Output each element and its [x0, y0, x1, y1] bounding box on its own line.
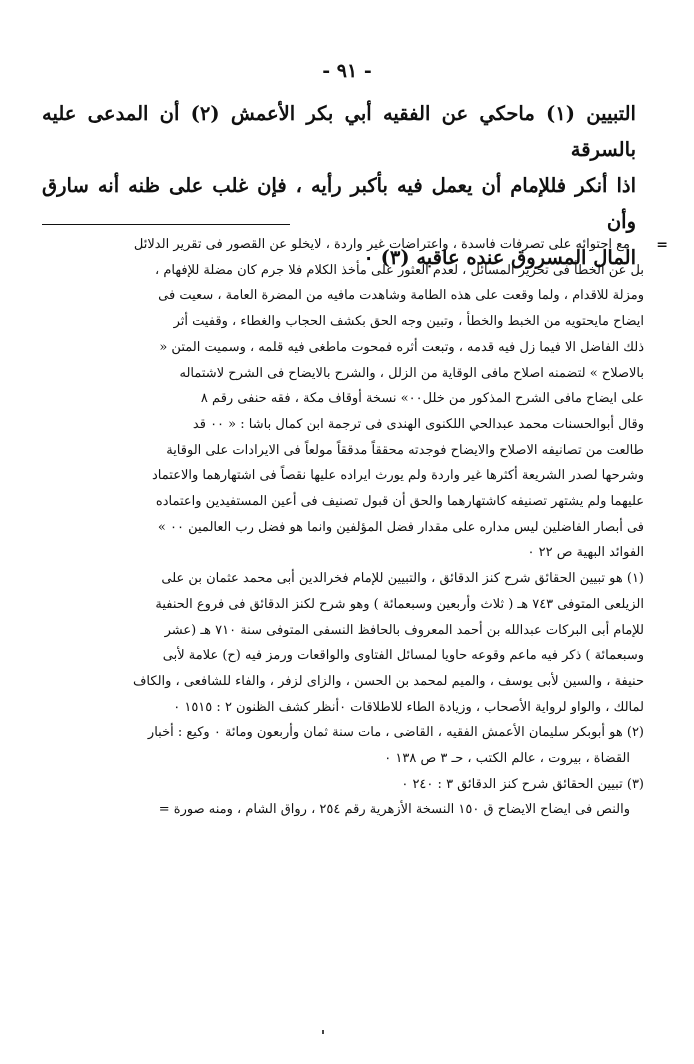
main-line: اذا أنكر فللإمام أن يعمل فيه بأكبر رأيه ، فإن غلب على ظنه أنه سارق وأن	[42, 174, 636, 233]
footnote-line: الفوائد البهية ص ٢٢ ٠	[527, 545, 644, 561]
footnote-line: ومزلة للاقدام ، ولما وقعت على هذه الطامة وشاهدت مافيه من المضرة العامة ، سعيت فى	[158, 288, 644, 304]
main-line: المال المسروق عنده عاقبه (٣) ٠	[363, 246, 636, 269]
main-line: التبيين (١) ماحكي عن الفقيه أبي بكر الأعمش (٢) أن المدعى عليه بالسرقة	[42, 102, 636, 161]
footnote-line: لمالك ، والواو لرواية الأصحاب ، وزيادة الطاء للاطلاقات ٠أنظر كشف الظنون ٢ : ١٥١٥ ٠	[173, 699, 644, 715]
footnote-line: بالاصلاح » لتضمنه اصلاح مافى الوقاية من الزلل ، والشرح بالايضاح فى الشرح لاشتماله	[179, 365, 644, 381]
footnote-line: حنيفة ، والسين لأبى يوسف ، والميم لمحمد بن الحسن ، والزاى لزفر ، والفاء للشافعى ، والكاف	[132, 673, 644, 689]
page-number: - ٩١ -	[322, 60, 372, 82]
footnote-line: للإمام أبى البركات عبدالله بن أحمد المعروف بالحافظ النسفى المتوفى سنة ٧١٠ هـ (عشر	[164, 622, 644, 638]
footnote-continuation	[26, 232, 644, 412]
footnote-line: القضاة ، بيروت ، عالم الكتب ، حـ ٣ ص ١٣٨ ٠	[384, 751, 630, 767]
continuation-mark: =	[656, 237, 668, 253]
footnote-line: (٣) تبيين الحقائق شرح كنز الدقائق ٣ : ٢٤٠ ٠	[401, 776, 644, 792]
footnote-line: بل عن الخطأ فى تحرير المسائل ، لعدم العثور على مأخذ الكلام فلا جرم كان مضلة للإفهام ،	[155, 262, 644, 278]
footnote-quote	[26, 412, 644, 566]
footnote-line: ذلك الفاضل الا فيما زل فيه قدمه ، وتبعت أثره فمحوت ماطغى فيه قلمه ، وسميت المتن «	[159, 339, 644, 355]
footnote-line: فى أبصار الفاضلين ليس مداره على مقدار فضل المؤلفين وانما هو فضل رب العالمين ٠٠ »	[157, 519, 644, 535]
footnote-line: وشرحها لصدر الشريعة أكثرها غير واردة ولم يورث ايراده عليها نقصاً فى اشتهارهما والاعتماد	[152, 468, 644, 484]
footnote-line: (١) هو تبيين الحقائق شرح كنز الدقائق ، والتبيين للإمام فخرالدين أبى محمد عثمان بن على	[161, 571, 644, 587]
footnote-line: مع احتوائه على تصرفات فاسدة ، واعتراضات غير واردة ، لايخلو عن القصور فى تقرير الدلائل	[133, 237, 630, 252]
footnote-line: وقال أبوالحسنات محمد عبدالحي اللكنوى الهندى فى ترجمة ابن كمال باشا : « ٠٠ قد	[192, 416, 644, 432]
footnote-3	[26, 772, 644, 798]
footnote-1	[26, 566, 644, 720]
footnote-line: والنص فى ايضاح الايضاح ق ١٥٠ النسخة الأزهرية رقم ٢٥٤ ، رواق الشام ، ومنه صورة =	[158, 802, 630, 818]
footnote-line: الزيلعى المتوفى ٧٤٣ هـ ( ثلاث وأربعين وسبعمائة ) وهو شرح لكنز الدقائق فى فروع الحنفية	[155, 596, 644, 612]
footnote-line: (٢) هو أبوبكر سليمان الأعمش الفقيه ، القاضى ، مات سنة ثمان وأربعون ومائة ٠ وكيع : أخبار	[147, 725, 644, 741]
footnote-closing	[26, 797, 644, 823]
footnote-line: ايضاح مايحتويه من الخبط والخطأ ، وتبين وجه الحق بكشف الحجاب والغطاء ، وقفيت أثر	[173, 314, 644, 330]
footnote-separator	[42, 224, 290, 225]
footnote-line: طالعت من تصانيفه الاصلاح والايضاح فوجدته محققاً مدققاً مولعاً فى الايرادات على الوقاية	[166, 442, 644, 458]
footnote-2	[26, 720, 644, 771]
footnote-line: عليهما ولم يشتهر تصنيفه كاشتهارهما والحق أن قبول تصنيف فى أعين المستفيدين واعتماده	[155, 494, 644, 510]
footnote-line: على ايضاح مافى الشرح المذكور من خلل٠٠» نسخة أوقاف مكة ، فقه حنفى رقم ٨	[200, 391, 644, 407]
scan-mark	[322, 1030, 324, 1034]
footnotes	[26, 232, 644, 823]
footnote-line: وسبعمائة ) ذكر فيه ماعم وقوعه حاويا لمسائل الفتاوى والواقعات ورمز فيه (ح) علامة لأبى	[162, 648, 644, 664]
